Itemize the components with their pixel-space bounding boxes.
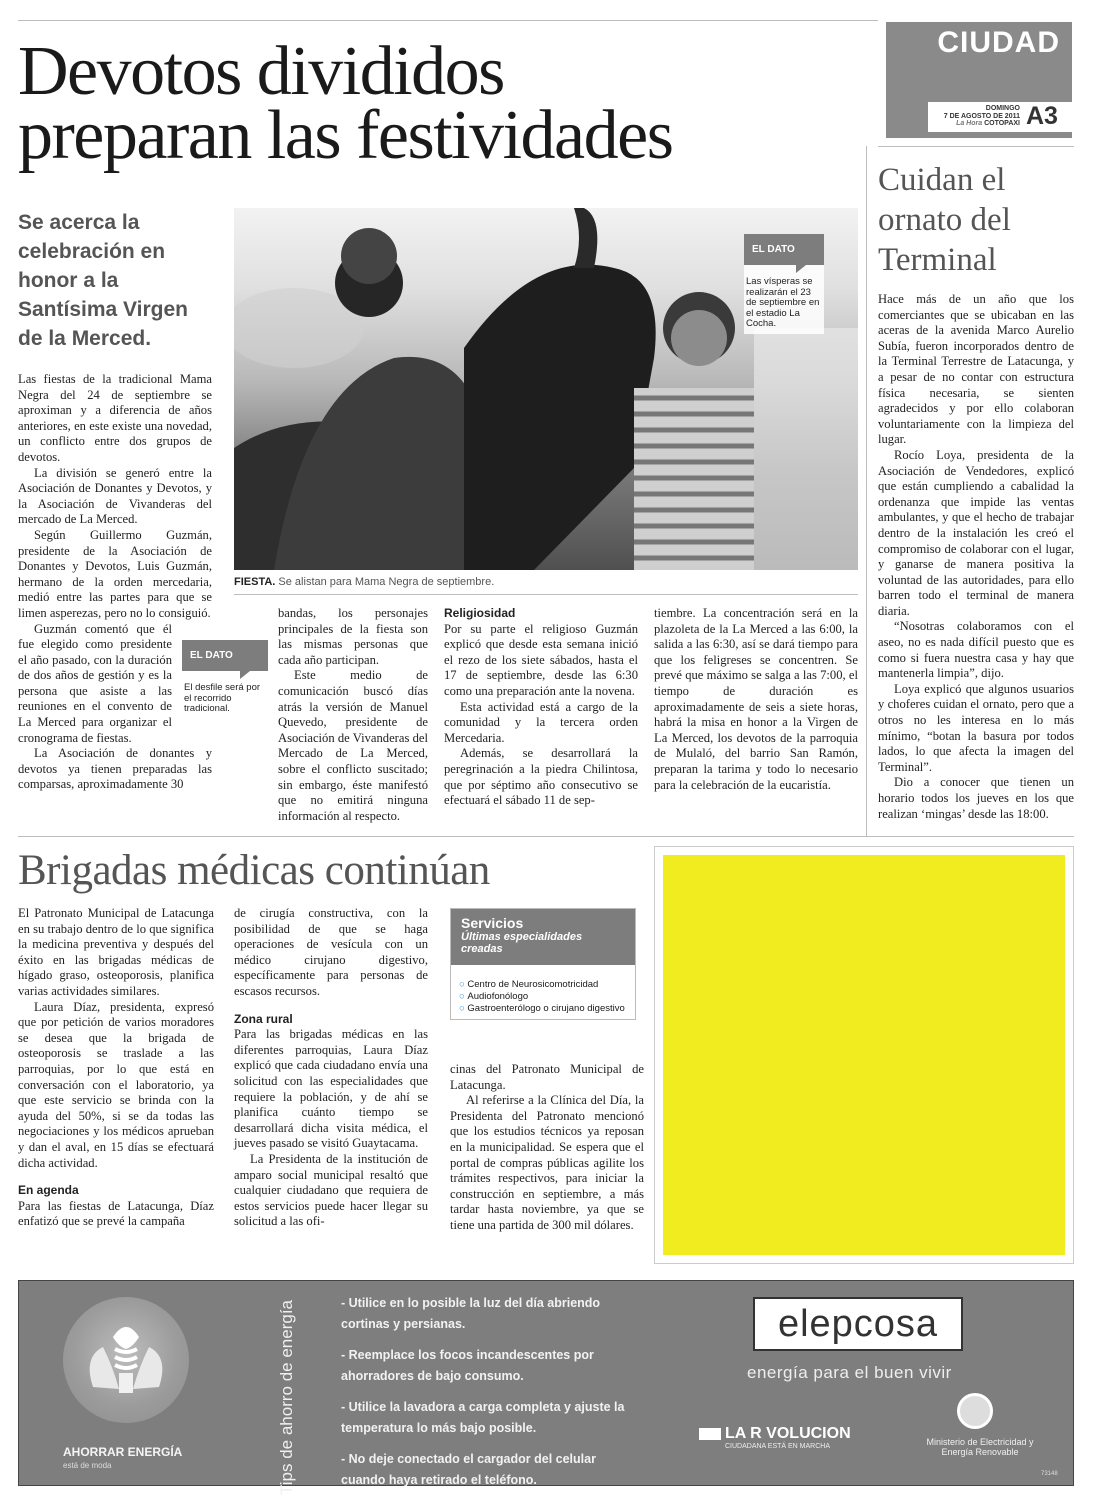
main-col-1: [18, 372, 212, 793]
bulb-icon: [63, 1297, 189, 1423]
ad-logo-tagline: está de moda: [63, 1461, 112, 1470]
list-item: - No deje conectado el cargador del celular cuando haya retirado el teléfono.: [341, 1452, 596, 1487]
ahorrar-logo: [63, 1297, 189, 1423]
revolucion-logo: [699, 1425, 859, 1450]
paragraph: Rocío Loya, presidenta de la Asociación de Vendedores, explicó que están cumpliendo a cabalidad la ordenanza que impide las ventas ambulantes, y que el hecho de trabajar dentro de la instalación les creó el compromiso de colaborar con el lugar, y ganarse de manera positiva la voluntad de las autoridades, para ello barren todo el terminal de manera diaria.: [878, 447, 1074, 618]
servicios-header: [451, 909, 635, 965]
servicios-box: [450, 908, 636, 1020]
ministerio-seal-icon: [957, 1393, 993, 1429]
date-text: 7 DE AGOSTO DE 2011: [943, 112, 1020, 120]
inline-dato-label: EL DATO: [182, 640, 268, 671]
brigadas-col-1: [18, 906, 214, 1230]
paper-name: La Hora: [956, 120, 983, 127]
main-col-4: [654, 606, 858, 793]
yellow-ad: [663, 855, 1065, 1255]
subtitle-zona-rural: Zona rural: [234, 1011, 293, 1026]
subtitle-religiosidad: Religiosidad: [444, 606, 516, 620]
headline-line-2: preparan las festividades: [18, 97, 673, 174]
elepcosa-logo: elepcosa: [753, 1297, 963, 1351]
headline-line-1: Devotos divididos: [18, 33, 504, 110]
paragraph: Laura Díaz, presidenta, expresó que por petición de varios moradores se desea que la brigada de osteoporosis se traslade a las parroquias, por lo que está en conversación con el laboratorio, ya que este servicio se brinda con la ayuda del 50%, si se da todas las negociaciones y los médicos aprueban y dan el aval, en 15 días se efectuará dicha actividad.: [18, 999, 214, 1170]
list-item: - Utilice la lavadora a carga completa y ajuste la temperatura lo más bajo posible.: [341, 1400, 625, 1435]
vertical-rule: [866, 146, 867, 836]
section-header: [886, 22, 1072, 138]
edition-name: COTOPAXI: [984, 120, 1020, 127]
paragraph: tiembre. La concentración será en la plazoleta de la La Merced a las 6:00, la salida a las 6:30, así se dará tiempo para que los feligreses se concentren. Se prevé que máximo se salga a las 7:00, el tiempo de duración es aproximadamente de seis a siete horas, habrá la misa en honor a la Virgen de La Merced, los devotos de la parroquia de Mulaló, del barrio San Ramón, preparan la tarima y todo lo necesario para la celebración de la eucaristía.: [654, 606, 858, 792]
servicios-subtitle: Últimas especialidades creadas: [461, 931, 583, 955]
side-headline: Cuidan el ornato del Terminal: [878, 162, 1011, 278]
main-headline: [18, 33, 878, 174]
revolucion-text: LA R VOLUCION: [725, 1425, 851, 1442]
paragraph: La Asociación de donantes y devotos ya tienen preparadas las comparsas, aproximadamente 30: [18, 746, 212, 792]
brigadas-col-2: [234, 906, 428, 1230]
paragraph: La división se generó entre la Asociación de Donantes y Devotos, y la Asociación de Vivanderas del mercado de La Merced.: [18, 465, 212, 527]
paragraph: cinas del Patronato Municipal de Latacunga.: [450, 1062, 644, 1092]
revolucion-sub: CIUDADANA ESTÁ EN MARCHA: [725, 1443, 831, 1450]
servicios-list: [451, 965, 635, 1021]
main-subhead: Se acerca la celebración en honor a la Santísima Virgen de la Merced.: [18, 211, 189, 350]
page-number: A3: [1026, 102, 1058, 130]
main-col-3: [444, 606, 638, 809]
paragraph: La Presidenta de la institución de amparo social municipal resaltó que cualquier ciudadano que requiera de estos servicios puede hacer llegar su solicitud a las ofi-: [234, 1151, 428, 1229]
ad-vertical-title: Tips de ahorro de energía: [277, 1300, 296, 1495]
main-col-2: [234, 606, 428, 824]
list-item: ○ Centro de Neurosicomotricidad: [459, 979, 627, 991]
ad-logo-caption: AHORRAR ENERGÍA: [63, 1445, 183, 1459]
mid-rule: [18, 836, 1074, 837]
yellow-ad-frame: [654, 846, 1074, 1264]
paragraph: Hace más de un año que los comerciantes que se ubicaban en las aceras de la avenida Marco Aurelio Subía, fueron incorporados dentro de la Terminal Terrestre de Latacunga, y a pesar de no contar con estructura física necesaria, se sienten agradecidos y por ello colaboran voluntariamente con la limpieza del lugar.: [878, 292, 1074, 447]
ad-code: 73148: [1041, 1471, 1058, 1477]
paragraph: Este medio de comunicación buscó días atrás la versión de Manuel Quevedo, presidente de Asociación de Vivanderas del Mercado de La Merced, sobre el conflicto suscitado; sin embargo, éste manifestó que no emitirá ninguna información al respecto.: [278, 668, 428, 823]
paragraph: Guzmán comentó que él fue elegido como presidente el año pasado, con la duración de dos años de gestión y es la persona que asiste a las reuniones en el convento de La Merced para organizar el cronograma de fiestas.: [18, 621, 172, 745]
paragraph: Al referirse a la Clínica del Día, la Presidenta del Patronato mencionó que los estudios técnicos ya reposan en la municipalidad. Se espera que el portal de compras públicas agilite los trámites respectivos, para iniciar la construcción en septiembre, a más tardar hasta noviembre, ya que se tiene una partida de 300 mil dólares.: [450, 1093, 644, 1232]
side-body: [878, 292, 1074, 822]
paragraph: “Nosotras colaboramos con el aseo, no es nada difícil puesto que es como si fuera nuestra casa y hay que mantenerla limpia”, dijo.: [878, 619, 1074, 681]
section-name: CIUDAD: [937, 26, 1060, 59]
ad-tips-list: [341, 1293, 641, 1500]
paragraph: bandas, los personajes principales de la fiesta son las mismas personas que cada año participan.: [278, 606, 428, 667]
festival-photo: [234, 208, 858, 570]
paragraph: Según Guillermo Guzmán, presidente de la Asociación de Donantes y Devotos, Luis Guzmán, hermano de la orden mercedaria, medió entre las partes para que se limen asperezas, pero no lo consiguió.: [18, 527, 212, 620]
elepcosa-slogan: energía para el buen vivir: [747, 1363, 952, 1382]
photo-caption-text: Se alistan para Mama Negra de septiembre.: [278, 576, 495, 588]
list-item: ○ Audiofonólogo: [459, 991, 627, 1003]
paragraph: Las fiestas de la tradicional Mama Negra del 24 de septiembre se aproximan y a diferencia de años anteriores, en este existe una novedad, un conflicto entre dos grupos de devotos.: [18, 372, 212, 464]
date-day: DOMINGO: [985, 105, 1020, 112]
list-item: - Utilice en lo posible la luz del día abriendo cortinas y persianas.: [341, 1296, 601, 1331]
paragraph: Esta actividad está a cargo de la comunidad y la tercera orden Mercedaria.: [444, 699, 638, 745]
brigadas-headline: Brigadas médicas continúan: [18, 847, 490, 894]
list-item: ○ Gastroenterólogo o cirujano digestivo: [459, 1003, 627, 1015]
list-item: - Reemplace los focos incandescentes por ahorradores de bajo consumo.: [341, 1348, 594, 1383]
photo-caption-label: FIESTA.: [234, 576, 276, 588]
ministerio-text: Ministerio de Electricidad y Energía Renovable: [926, 1437, 1034, 1457]
paragraph: Loya explicó que algunos usuarios y choferes cuidan el ornato, pero que a otros no les interesa en lo más mínimo, “botan la basura por todos lados, lo que afecta la imagen del Terminal”.: [878, 681, 1074, 774]
photo-dato-label: EL DATO: [744, 234, 824, 265]
photo-caption: [234, 576, 858, 588]
caption-rule: [234, 594, 858, 595]
paragraph: Para las brigadas médicas en las diferentes parroquias, Laura Díaz explicó que cada ciudadano envía una solicitud con las especialidades que requiere la población, y de ahí se planifica cuánto tiempo se desarrollará dicha visita médica, el jueves pasado se visitó Guaytacama.: [234, 1027, 428, 1151]
servicios-title: Servicios: [461, 915, 524, 931]
brigadas-col-3: [450, 1062, 644, 1234]
energy-ad: [18, 1280, 1074, 1495]
date-block: [928, 105, 1020, 128]
inline-dato-text: El desfile será por el recorrido tradicional.: [182, 671, 268, 719]
paragraph: Para las fiestas de Latacunga, Díaz enfatizó que se prevé la campaña: [18, 1198, 214, 1229]
photo-dato-text: Las vísperas se realizarán el 23 de septiembre en el estadio La Cocha.: [744, 265, 824, 334]
paragraph: Por su parte el religioso Guzmán explicó que desde esta semana inició el rezo de los siete sábados, hasta el 17 de septiembre, desde las 6:30 como una preparación ante la novena.: [444, 621, 638, 698]
section-meta: [928, 102, 1072, 132]
top-rule: [18, 20, 878, 21]
photo-dato: [744, 234, 824, 362]
paragraph: de cirugía constructiva, con la posibilidad de que se haga operaciones de vesícula con un médico cirujano digestivo, específicamente para personas de escasos recursos.: [234, 906, 428, 998]
header-rule: [878, 146, 1074, 147]
paragraph: Dio a conocer que tienen un horario todos los jueves en los que realizan ‘mingas’ desde las 18:00.: [878, 775, 1074, 821]
paragraph: El Patronato Municipal de Latacunga en su trabajo dentro de lo que significa la medicina preventiva y después del éxito en las brigadas médicas de hígado graso, osteoporosis, planifica varias actividades similares.: [18, 906, 214, 998]
subtitle-en-agenda: En agenda: [18, 1183, 79, 1198]
paragraph: Además, se desarrollará la peregrinación a la piedra Chilintosa, que por séptimo año consecutivo se efectuará el sábado 11 de sep-: [444, 746, 638, 808]
flag-icon: [699, 1428, 721, 1440]
